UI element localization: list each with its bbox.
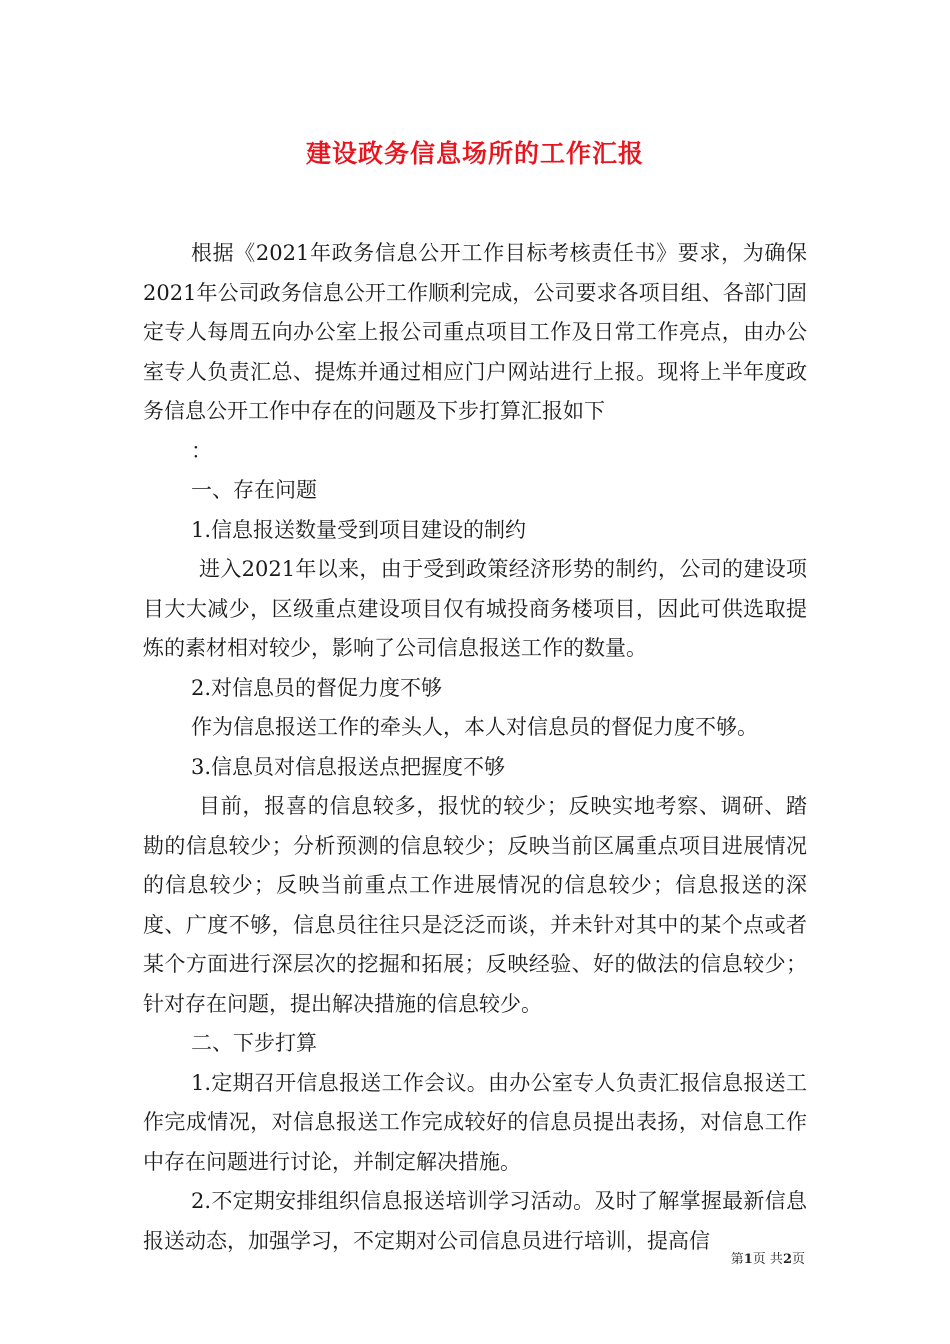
section-heading-plans: 二、下步打算 bbox=[191, 1031, 317, 1055]
paragraph-colon: ： bbox=[191, 438, 212, 463]
plan-2: 2.不定期安排组织信息报送培训学习活动。及时了解掌握最新信息报送动态，加强学习，不定期对公司信息员进行培训，提高信 bbox=[143, 1189, 807, 1253]
plan-1: 1.定期召开信息报送工作会议。由办公室专人负责汇报信息报送工作完成情况，对信息报送工作完成较好的信息员提出表扬，对信息工作中存在问题进行讨论，并制定解决措施。 bbox=[143, 1070, 807, 1174]
subheading-3: 3.信息员对信息报送点把握度不够 bbox=[191, 754, 506, 779]
footer-prefix: 第 bbox=[730, 1252, 744, 1267]
paragraph-1: 进入2021年以来，由于受到政策经济形势的制约，公司的建设项目大大减少，区级重点建设项目仅有城投商务楼项目，因此可供选取提炼的素材相对较少，影响了公司信息报送工作的数量。 bbox=[143, 557, 807, 660]
paragraph-3: 目前，报喜的信息较多，报忧的较少；反映实地考察、调研、踏勘的信息较少；分析预测的信息较少；反映当前区属重点项目进展情况的信息较少；反映当前重点工作进展情况的信息较少；信息报送的深度、广度不够，信息员往往只是泛泛而谈，并未针对其中的某个点或者某个方面进行深层次的挖掘和拓展；反映经验、好的做法的信息较少；针对存在问题，提出解决措施的信息较少。 bbox=[143, 794, 807, 1016]
paragraph-2: 作为信息报送工作的牵头人，本人对信息员的督促力度不够。 bbox=[191, 715, 758, 739]
paragraph-intro: 根据《2021年政务信息公开工作目标考核责任书》要求，为确保2021年公司政务信息公开工作顺利完成，公司要求各项目组、各部门固定专人每周五向办公室上报公司重点项目工作及日常工作亮点，由办公室专人负责汇总、提炼并通过相应门户网站进行上报。现将上半年度政务信息公开工作中存在的问题及下步打算汇报如下 bbox=[143, 241, 807, 423]
current-page-number: 1 bbox=[743, 1252, 753, 1267]
document-title: 建设政务信息场所的工作汇报 bbox=[305, 139, 644, 168]
section-heading-problems: 一、存在问题 bbox=[191, 478, 317, 502]
document-body bbox=[143, 234, 807, 1261]
total-pages-number: 2 bbox=[782, 1252, 792, 1267]
subheading-1: 1.信息报送数量受到项目建设的制约 bbox=[191, 517, 527, 542]
footer-middle: 页 共 bbox=[752, 1252, 783, 1267]
subheading-2: 2.对信息员的督促力度不够 bbox=[191, 675, 443, 700]
footer-suffix: 页 bbox=[791, 1252, 805, 1267]
page-number-footer bbox=[731, 1248, 805, 1267]
